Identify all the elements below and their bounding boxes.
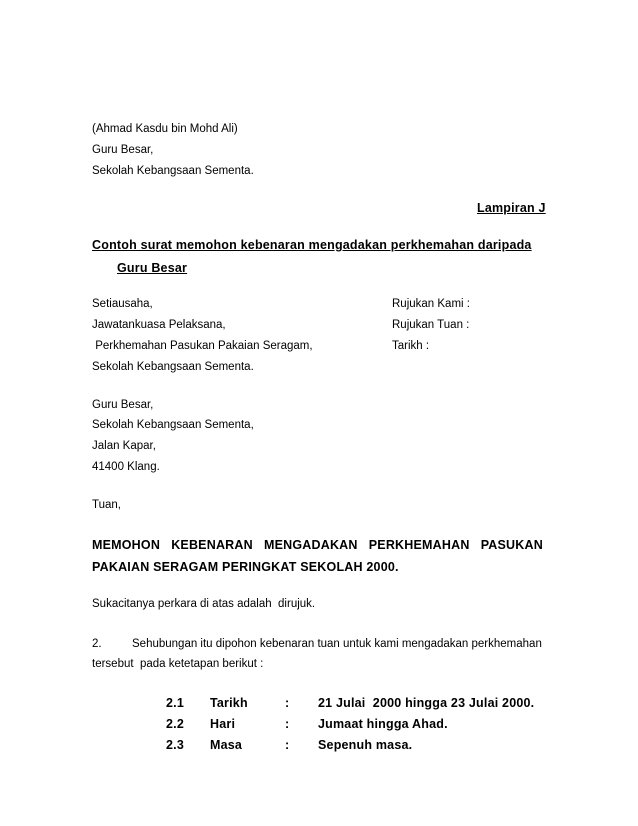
subject-word: PERKHEMAHAN — [368, 538, 470, 552]
paragraph-2-line2: tersebut pada ketetapan berikut : — [92, 658, 264, 670]
detail-number: 2.2 — [166, 717, 184, 731]
recipient-line2: Sekolah Kebangsaan Sementa, — [92, 419, 254, 431]
detail-value: 21 Julai 2000 hingga 23 Julai 2000. — [318, 696, 535, 710]
sender-name: (Ahmad Kasdu bin Mohd Ali) — [92, 123, 238, 135]
from-line2: Jawatankuasa Pelaksana, — [92, 319, 226, 331]
from-line4: Sekolah Kebangsaan Sementa. — [92, 361, 254, 373]
subject-line1 — [92, 539, 543, 552]
paragraph-2-line1: Sehubungan itu dipohon kebenaran tuan untuk kami mengadakan perkhemahan — [132, 638, 542, 650]
subject-line2: PAKAIAN SERAGAM PERINGKAT SEKOLAH 2000. — [92, 560, 399, 574]
recipient-line3: Jalan Kapar, — [92, 440, 156, 452]
detail-value: Jumaat hingga Ahad. — [318, 717, 448, 731]
subject-word: KEBENARAN — [171, 538, 253, 552]
attachment-label: Lampiran J — [477, 201, 546, 215]
detail-separator: : — [285, 738, 290, 752]
salutation: Tuan, — [92, 499, 121, 511]
paragraph-1: Sukacitanya perkara di atas adalah dirujuk. — [92, 598, 316, 610]
your-reference: Rujukan Tuan : — [392, 319, 470, 331]
subject-word: PASUKAN — [480, 538, 543, 552]
from-line1: Setiausaha, — [92, 298, 153, 310]
subject-word: MENGADAKAN — [263, 538, 358, 552]
sender-school: Sekolah Kebangsaan Sementa. — [92, 165, 254, 177]
recipient-line4: 41400 Klang. — [92, 461, 160, 473]
sample-title-line1: Contoh surat memohon kebenaran mengadakan perkhemahan daripada — [92, 238, 532, 252]
sample-title-line2: Guru Besar — [117, 261, 188, 275]
sender-position: Guru Besar, — [92, 144, 154, 156]
date-reference: Tarikh : — [392, 340, 430, 352]
from-line3: Perkhemahan Pasukan Pakaian Seragam, — [92, 340, 313, 352]
subject-word: MEMOHON — [92, 538, 161, 552]
detail-label: Masa — [210, 738, 243, 752]
our-reference: Rujukan Kami : — [392, 298, 470, 310]
recipient-line1: Guru Besar, — [92, 399, 154, 411]
detail-label: Hari — [210, 717, 236, 731]
detail-label: Tarikh — [210, 696, 248, 710]
paragraph-2-number: 2. — [92, 638, 102, 650]
detail-number: 2.3 — [166, 738, 184, 752]
detail-separator: : — [285, 717, 290, 731]
detail-separator: : — [285, 696, 290, 710]
detail-value: Sepenuh masa. — [318, 738, 413, 752]
detail-number: 2.1 — [166, 696, 184, 710]
